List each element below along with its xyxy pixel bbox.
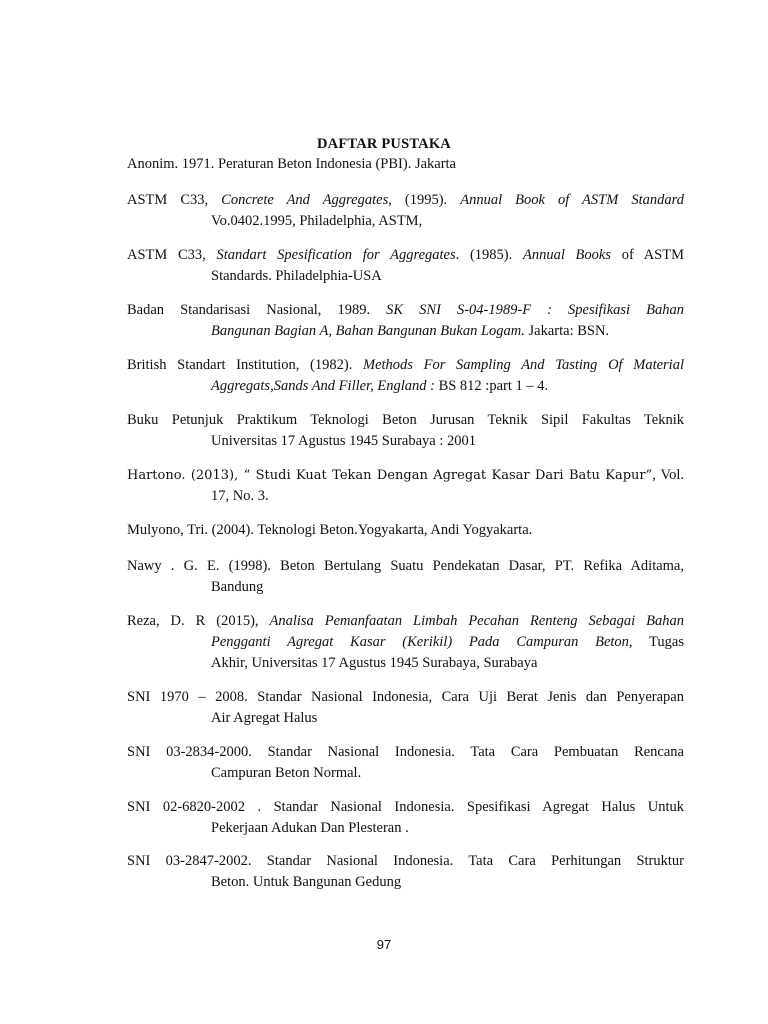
reference-text: Pengganti Agregat Kasar (Kerikil) Pada Campuran Beton, Tugas (211, 634, 684, 650)
reference-text: Bandung (211, 579, 264, 595)
reference-text: Buku Petunjuk Praktikum Teknologi Beton Jurusan Teknik Sipil Fakultas Teknik (127, 412, 684, 428)
page-number: 97 (376, 937, 392, 952)
reference-text: Aggregats,Sands And Filler, England : BS 812 :part 1 – 4. (211, 378, 549, 394)
reference-text: ASTM C33, Concrete And Aggregates, (1995). Annual Book of ASTM Standard (127, 192, 684, 208)
reference-entry (127, 611, 684, 674)
reference-text: Bangunan Bagian A, Bahan Bangunan Bukan Logam. Jakarta: BSN. (211, 323, 610, 339)
reference-text: Akhir, Universitas 17 Agustus 1945 Surabaya, Surabaya (211, 655, 538, 671)
reference-text: SNI 03-2847-2002. Standar Nasional Indonesia. Tata Cara Perhitungan Struktur (127, 853, 684, 869)
reference-entry (127, 410, 684, 452)
reference-text: ASTM C33, Standart Spesification for Aggregates. (1985). Annual Books of ASTM (127, 247, 684, 263)
reference-text: Pekerjaan Adukan Dan Plesteran . (211, 820, 409, 836)
reference-entry (127, 687, 684, 729)
reference-entry (127, 465, 684, 507)
reference-entry (127, 742, 684, 784)
reference-text: Anonim. 1971. Peraturan Beton Indonesia (PBI). Jakarta (127, 156, 456, 172)
reference-entry (127, 556, 684, 598)
reference-entry (127, 851, 684, 893)
reference-entry (127, 300, 684, 342)
page-title: DAFTAR PUSTAKA (317, 136, 451, 152)
reference-text: Air Agregat Halus (211, 710, 318, 726)
reference-entry (127, 154, 684, 175)
reference-entry (127, 797, 684, 839)
reference-entry (127, 520, 684, 541)
reference-text: Campuran Beton Normal. (211, 765, 362, 781)
reference-text: Nawy . G. E. (1998). Beton Bertulang Suatu Pendekatan Dasar, PT. Refika Aditama, (127, 558, 684, 574)
reference-text: Mulyono, Tri. (2004). Teknologi Beton.Yogyakarta, Andi Yogyakarta. (127, 522, 533, 538)
reference-text: Badan Standarisasi Nasional, 1989. SK SNI S-04-1989-F : Spesifikasi Bahan (127, 302, 684, 318)
reference-text: 17, No. 3. (211, 488, 269, 504)
reference-entry (127, 245, 684, 287)
reference-text: Standards. Philadelphia-USA (211, 268, 382, 284)
reference-text: Hartono. (2013), “ Studi Kuat Tekan Dengan Agregat Kasar Dari Batu Kapur”, Vol. (127, 467, 684, 483)
reference-text: SNI 02-6820-2002 . Standar Nasional Indonesia. Spesifikasi Agregat Halus Untuk (127, 799, 684, 815)
reference-text: SNI 1970 – 2008. Standar Nasional Indonesia, Cara Uji Berat Jenis dan Penyerapan (127, 689, 684, 705)
reference-text: British Standart Institution, (1982). Methods For Sampling And Tasting Of Material (127, 357, 684, 373)
reference-text: Vo.0402.1995, Philadelphia, ASTM, (211, 213, 423, 229)
reference-entry (127, 355, 684, 397)
reference-text: Beton. Untuk Bangunan Gedung (211, 874, 402, 890)
reference-entry (127, 190, 684, 232)
reference-text: Reza, D. R (2015), Analisa Pemanfaatan Limbah Pecahan Renteng Sebagai Bahan (127, 613, 684, 629)
reference-text: SNI 03-2834-2000. Standar Nasional Indonesia. Tata Cara Pembuatan Rencana (127, 744, 684, 760)
reference-text: Universitas 17 Agustus 1945 Surabaya : 2001 (211, 433, 477, 449)
